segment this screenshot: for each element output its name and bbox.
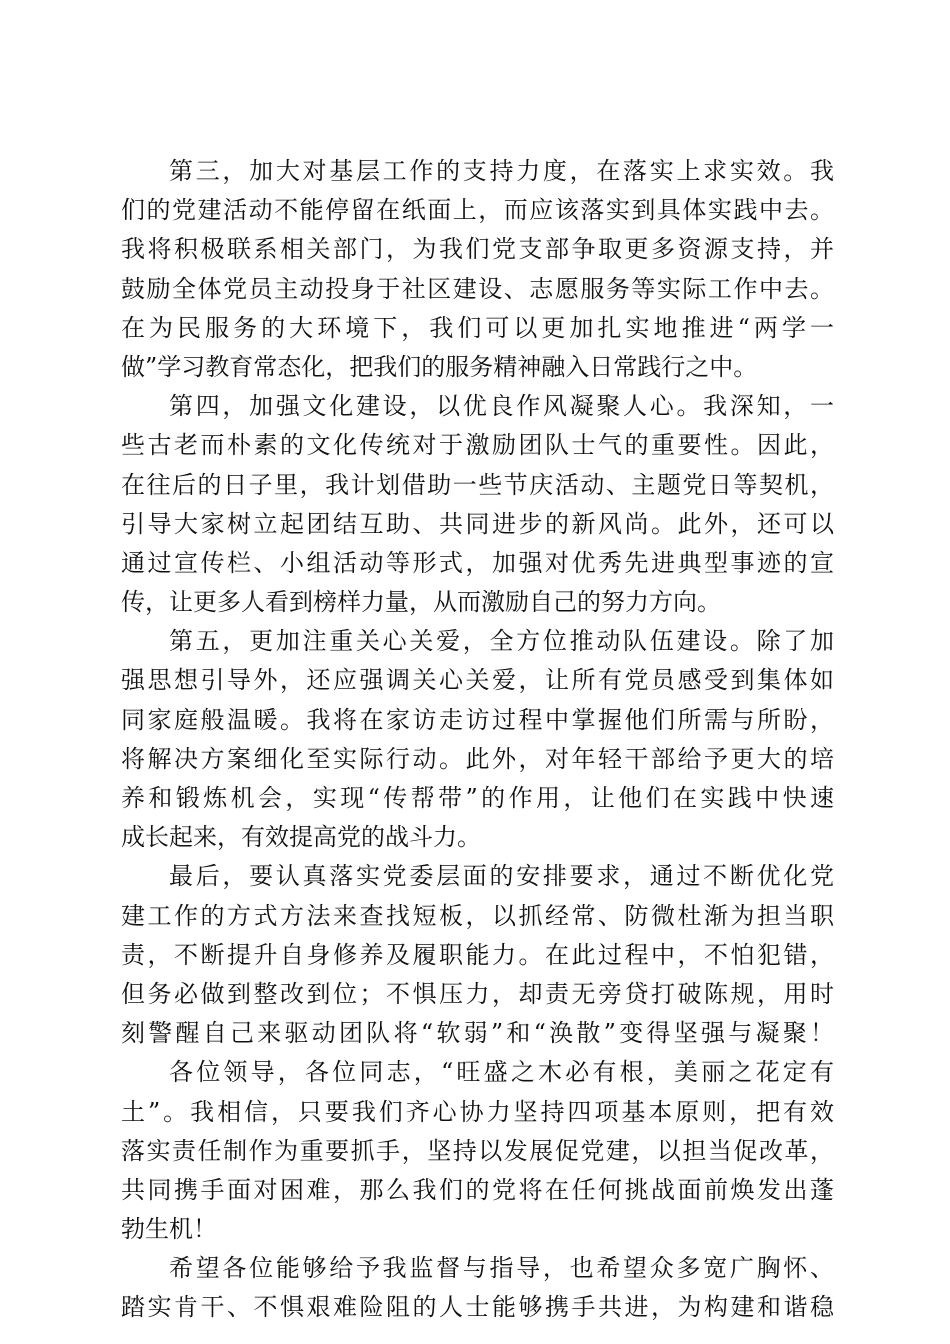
text-line: 强思想引导外，还应强调关心关爱，让所有党员感受到集体如 [121,666,834,695]
paragraph-hope [121,1249,834,1327]
text-line: 传，让更多人看到榜样力量，从而激励自己的努力方向。 [121,588,721,617]
paragraph-fifth [121,622,834,857]
text-line: 引导大家树立起团结互助、共同进步的新风尚。此外，还可以 [121,509,834,538]
text-line: 成长起来，有效提高党的战斗力。 [121,823,481,852]
paragraph-address [121,1053,834,1249]
text-line: 建工作的方式方法来查找短板，以抓经常、防微杜渐为担当职 [121,901,834,930]
text-line: 在为民服务的大环境下，我们可以更加扎实地推进“两学一 [121,313,834,342]
text-line: 第三，加大对基层工作的支持力度，在落实上求实效。我 [169,157,834,185]
text-line: 养和锻炼机会，实现“传帮带”的作用，让他们在实践中快速 [121,784,834,812]
text-line: 些古老而朴素的文化传统对于激励团队士气的重要性。因此， [121,431,834,460]
text-line: 土”。我相信，只要我们齐心协力坚持四项基本原则，把有效 [121,1097,834,1126]
text-line: 我将积极联系相关部门，为我们党支部争取更多资源支持，并 [121,235,834,264]
text-line: 共同携手面对困难，那么我们的党将在任何挑战面前焕发出蓬 [121,1175,834,1204]
document-body [121,152,834,1328]
text-line: 但务必做到整改到位；不惧压力，却责无旁贷打破陈规，用时 [121,979,834,1008]
text-line: 第四，加强文化建设，以优良作风凝聚人心。我深知，一 [169,392,834,421]
text-line: 最后，要认真落实党委层面的安排要求，通过不断优化党 [169,862,834,891]
text-line: 在往后的日子里，我计划借助一些节庆活动、主题党日等契机， [121,470,834,499]
paragraph-third [121,152,834,387]
text-line: 做”学习教育常态化，把我们的服务精神融入日常践行之中。 [121,352,758,381]
text-line: 同家庭般温暖。我将在家访走访过程中掌握他们所需与所盼， [121,705,834,734]
text-line: 希望各位能够给予我监督与指导，也希望众多宽广胸怀、 [169,1254,834,1283]
text-line: 各位领导，各位同志，“旺盛之木必有根，美丽之花定有 [169,1058,834,1087]
text-line: 踏实肯干、不惧艰难险阻的人士能够携手共进，为构建和谐稳 [121,1293,834,1322]
text-line: 将解决方案细化至实际行动。此外，对年轻干部给予更大的培 [121,744,834,773]
text-line: 鼓励全体党员主动投身于社区建设、志愿服务等实际工作中去。 [121,274,834,303]
text-line: 第五，更加注重关心关爱，全方位推动队伍建设。除了加 [169,627,834,656]
paragraph-fourth [121,387,834,622]
text-line: 们的党建活动不能停留在纸面上，而应该落实到具体实践中去。 [121,196,834,225]
text-line: 刻警醒自己来驱动团队将“软弱”和“涣散”变得坚强与凝聚！ [121,1019,834,1048]
paragraph-finally [121,857,834,1053]
text-line: 责，不断提升自身修养及履职能力。在此过程中，不怕犯错， [121,940,834,969]
text-line: 通过宣传栏、小组活动等形式，加强对优秀先进典型事迹的宣 [121,548,834,577]
text-line: 勃生机！ [121,1215,217,1244]
text-line: 落实责任制作为重要抓手，坚持以发展促党建，以担当促改革， [121,1136,834,1165]
